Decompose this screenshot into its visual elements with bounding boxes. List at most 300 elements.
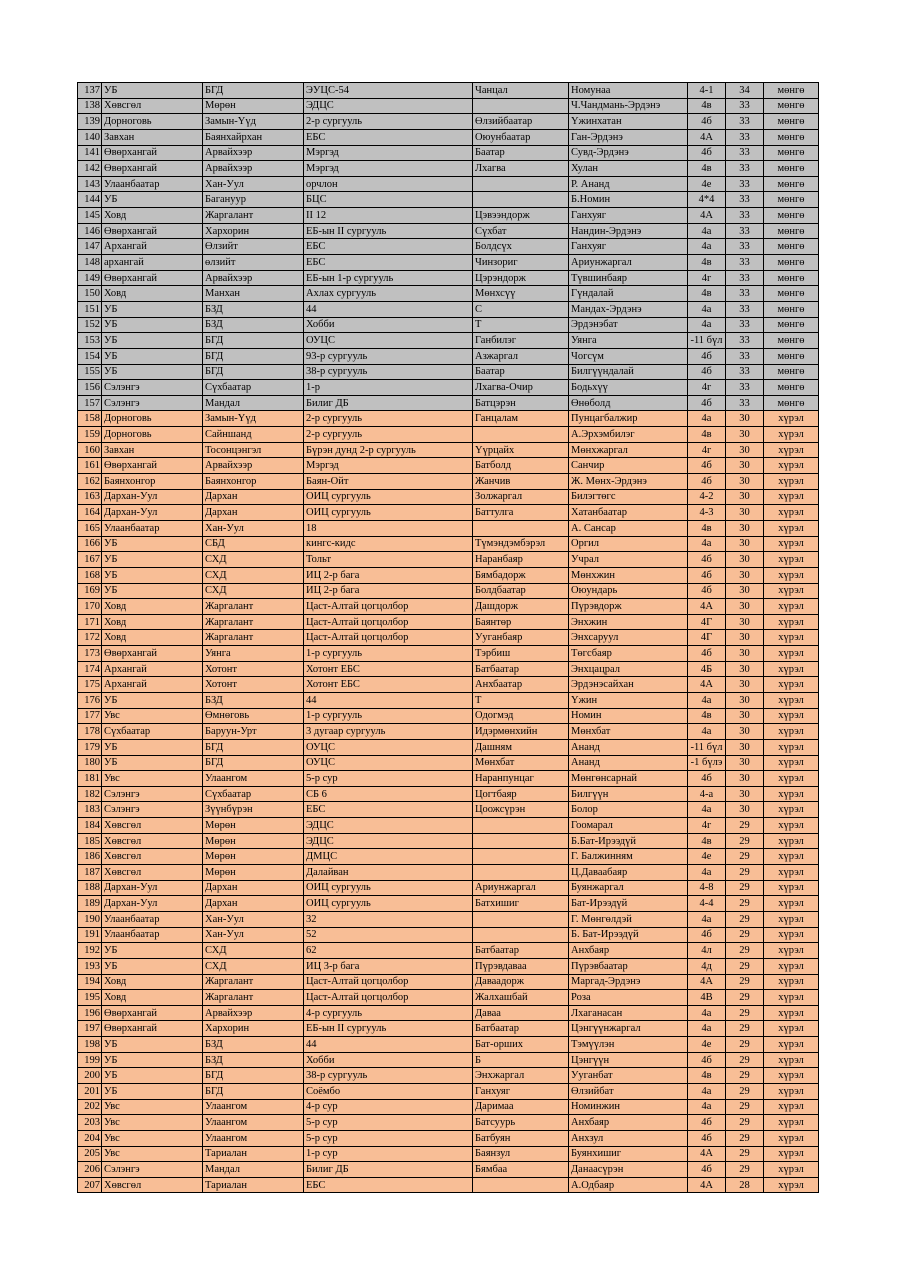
medal-cell: хүрэл [764,724,819,740]
medal-cell: мөнгө [764,145,819,161]
province-cell: Ховд [102,990,203,1006]
student-cell: Ууганбат [569,1068,688,1084]
table-row [78,943,819,959]
district-cell: БГД [203,1084,304,1100]
teacher-cell: Дашдорж [473,599,569,615]
province-cell: УБ [102,1084,203,1100]
row-number: 201 [78,1084,102,1100]
province-cell: Дархан-Уул [102,880,203,896]
school-cell: ОУЦС [304,755,473,771]
grade-cell: 4а [688,1099,726,1115]
medal-cell: хүрэл [764,520,819,536]
student-cell: Энхсаруул [569,630,688,646]
row-number: 150 [78,286,102,302]
medal-cell: хүрэл [764,958,819,974]
school-cell: 2-р сургууль [304,411,473,427]
grade-cell: 4В [688,990,726,1006]
medal-cell: хүрэл [764,990,819,1006]
school-cell: Цаст-Алтай цогцолбор [304,599,473,615]
school-cell: Соёмбо [304,1084,473,1100]
row-number: 146 [78,223,102,239]
medal-cell: хүрэл [764,583,819,599]
table-row [78,520,819,536]
district-cell: Мөрөн [203,818,304,834]
score-cell: 29 [726,833,764,849]
row-number: 193 [78,958,102,974]
student-cell: Пунцагбалжир [569,411,688,427]
teacher-cell: Баянтөр [473,614,569,630]
teacher-cell: Бат-орших [473,1037,569,1053]
teacher-cell: Өлзийбаатар [473,114,569,130]
medal-cell: хүрэл [764,1162,819,1178]
grade-cell: 4в [688,708,726,724]
medal-cell: хүрэл [764,599,819,615]
table-row [78,739,819,755]
medal-cell: мөнгө [764,270,819,286]
medal-cell: мөнгө [764,395,819,411]
school-cell: Бүрэн дунд 2-р сургууль [304,442,473,458]
district-cell: Жаргалант [203,599,304,615]
district-cell: Зүүнбүрэн [203,802,304,818]
grade-cell: -11 бүл [688,333,726,349]
province-cell: Улаанбаатар [102,176,203,192]
student-cell: Билгүүн [569,786,688,802]
row-number: 188 [78,880,102,896]
row-number: 164 [78,505,102,521]
student-cell: Ж. Мөнх-Эрдэнэ [569,474,688,490]
student-cell: Б.Номин [569,192,688,208]
district-cell: Баянхайрхан [203,129,304,145]
row-number: 142 [78,161,102,177]
grade-cell: 4б [688,1115,726,1131]
table-row [78,83,819,99]
district-cell: Арвайхээр [203,145,304,161]
table-row [78,1130,819,1146]
teacher-cell: Бямбаа [473,1162,569,1178]
student-cell: А.Одбаяр [569,1177,688,1193]
score-cell: 29 [726,849,764,865]
medal-cell: хүрэл [764,880,819,896]
row-number: 176 [78,692,102,708]
student-cell: Ганхуяг [569,239,688,255]
school-cell: 5-р сур [304,771,473,787]
row-number: 205 [78,1146,102,1162]
row-number: 170 [78,599,102,615]
province-cell: Ховд [102,614,203,630]
province-cell: Сэлэнгэ [102,395,203,411]
province-cell: Өвөрхангай [102,161,203,177]
table-row [78,802,819,818]
student-cell: Эрдэнэбат [569,317,688,333]
score-cell: 30 [726,802,764,818]
table-row [78,255,819,271]
score-cell: 30 [726,458,764,474]
school-cell: 38-р сургууль [304,364,473,380]
school-cell: ДМЦС [304,849,473,865]
score-cell: 33 [726,301,764,317]
teacher-cell: Пүрэвдаваа [473,958,569,974]
province-cell: архангай [102,255,203,271]
table-row [78,849,819,865]
district-cell: Замын-Үүд [203,114,304,130]
row-number: 190 [78,911,102,927]
district-cell: СХД [203,583,304,599]
district-cell: БЗД [203,301,304,317]
row-number: 143 [78,176,102,192]
student-cell: Өлзийбат [569,1084,688,1100]
district-cell: Баруун-Урт [203,724,304,740]
row-number: 202 [78,1099,102,1115]
row-number: 172 [78,630,102,646]
school-cell: Хобби [304,317,473,333]
district-cell: БГД [203,1068,304,1084]
school-cell: 52 [304,927,473,943]
school-cell: 2-р сургууль [304,114,473,130]
student-cell: А.Эрхэмбилэг [569,427,688,443]
district-cell: Хотонт [203,661,304,677]
medal-cell: хүрэл [764,630,819,646]
student-cell: Хатанбаатар [569,505,688,521]
school-cell: Билиг ДБ [304,395,473,411]
district-cell: Улаангом [203,1099,304,1115]
district-cell: Дархан [203,489,304,505]
table-row [78,583,819,599]
score-cell: 30 [726,489,764,505]
score-cell: 30 [726,755,764,771]
province-cell: Дорноговь [102,114,203,130]
score-cell: 30 [726,646,764,662]
student-cell: Буянжаргал [569,880,688,896]
row-number: 163 [78,489,102,505]
table-row [78,614,819,630]
row-number: 168 [78,567,102,583]
grade-cell: 4-а [688,786,726,802]
student-cell: Гүндалай [569,286,688,302]
score-cell: 33 [726,114,764,130]
row-number: 180 [78,755,102,771]
district-cell: БЗД [203,1037,304,1053]
province-cell: Хөвсгөл [102,1177,203,1193]
district-cell: БЗД [203,317,304,333]
teacher-cell: Жалхашбай [473,990,569,1006]
teacher-cell [473,520,569,536]
province-cell: УБ [102,692,203,708]
table-row [78,239,819,255]
grade-cell: 4б [688,458,726,474]
grade-cell: 4б [688,348,726,364]
teacher-cell: Мөнхсүү [473,286,569,302]
student-cell: Ганхуяг [569,208,688,224]
district-cell: Жаргалант [203,208,304,224]
district-cell: Тосонцэнгэл [203,442,304,458]
student-cell: Ц.Даваабаяр [569,865,688,881]
table-row [78,176,819,192]
grade-cell: 4б [688,1052,726,1068]
grade-cell: 4б [688,552,726,568]
school-cell: ЕБС [304,239,473,255]
medal-cell: хүрэл [764,1068,819,1084]
student-cell: Пүрэвдорж [569,599,688,615]
district-cell: Хархорин [203,1021,304,1037]
school-cell: 1-р сургууль [304,646,473,662]
table-row [78,489,819,505]
score-cell: 30 [726,427,764,443]
score-cell: 33 [726,192,764,208]
row-number: 191 [78,927,102,943]
school-cell: ОУЦС [304,333,473,349]
grade-cell: 4б [688,364,726,380]
grade-cell: 4б [688,1130,726,1146]
province-cell: УБ [102,364,203,380]
grade-cell: 4в [688,286,726,302]
medal-cell: хүрэл [764,677,819,693]
province-cell: УБ [102,1037,203,1053]
row-number: 175 [78,677,102,693]
row-number: 199 [78,1052,102,1068]
province-cell: Өвөрхангай [102,646,203,662]
school-cell: Цаст-Алтай цогцолбор [304,990,473,1006]
grade-cell: 4А [688,677,726,693]
province-cell: Ховд [102,286,203,302]
district-cell: Мөрөн [203,833,304,849]
grade-cell: 4а [688,911,726,927]
table-row [78,771,819,787]
district-cell: БГД [203,755,304,771]
medal-cell: хүрэл [764,474,819,490]
row-number: 165 [78,520,102,536]
province-cell: Сэлэнгэ [102,1162,203,1178]
grade-cell: 4е [688,849,726,865]
province-cell: УБ [102,301,203,317]
school-cell: 38-р сургууль [304,1068,473,1084]
table-row [78,411,819,427]
teacher-cell: Үүрцайх [473,442,569,458]
medal-cell: мөнгө [764,176,819,192]
row-number: 141 [78,145,102,161]
grade-cell: 4в [688,255,726,271]
teacher-cell: Идэрмөнхийн [473,724,569,740]
medal-cell: хүрэл [764,1115,819,1131]
row-number: 148 [78,255,102,271]
district-cell: Хотонт [203,677,304,693]
medal-cell: хүрэл [764,661,819,677]
student-cell: Мөнхжин [569,567,688,583]
teacher-cell [473,849,569,865]
grade-cell: 4в [688,98,726,114]
table-row [78,1146,819,1162]
score-cell: 30 [726,692,764,708]
school-cell: Хотонт ЕБС [304,661,473,677]
teacher-cell: Баатар [473,364,569,380]
score-cell: 30 [726,536,764,552]
teacher-cell: Цогтбаяр [473,786,569,802]
province-cell: Архангай [102,661,203,677]
grade-cell: 4-4 [688,896,726,912]
grade-cell: 4в [688,427,726,443]
student-cell: Энхжин [569,614,688,630]
student-cell: Үжин [569,692,688,708]
score-cell: 33 [726,255,764,271]
medal-cell: хүрэл [764,849,819,865]
teacher-cell: Баянзул [473,1146,569,1162]
row-number: 152 [78,317,102,333]
medal-cell: хүрэл [764,755,819,771]
score-cell: 33 [726,380,764,396]
district-cell: Жаргалант [203,614,304,630]
table-row [78,223,819,239]
teacher-cell: Т [473,692,569,708]
row-number: 178 [78,724,102,740]
district-cell: Арвайхээр [203,270,304,286]
province-cell: Архангай [102,677,203,693]
grade-cell: 4а [688,724,726,740]
grade-cell: 4б [688,646,726,662]
province-cell: Дархан-Уул [102,489,203,505]
teacher-cell: Цоожсүрэн [473,802,569,818]
school-cell: Баян-Ойт [304,474,473,490]
table-row [78,708,819,724]
district-cell: Улаангом [203,1115,304,1131]
score-cell: 33 [726,286,764,302]
table-row [78,380,819,396]
grade-cell: 4г [688,380,726,396]
teacher-cell [473,427,569,443]
row-number: 196 [78,1005,102,1021]
grade-cell: 4-1 [688,83,726,99]
district-cell: Хан-Уул [203,911,304,927]
row-number: 183 [78,802,102,818]
medal-cell: хүрэл [764,927,819,943]
teacher-cell: Даваа [473,1005,569,1021]
school-cell: Хотонт ЕБС [304,677,473,693]
grade-cell: 4а [688,692,726,708]
score-cell: 29 [726,943,764,959]
row-number: 154 [78,348,102,364]
row-number: 194 [78,974,102,990]
score-cell: 29 [726,818,764,834]
grade-cell: 4а [688,865,726,881]
row-number: 204 [78,1130,102,1146]
medal-cell: мөнгө [764,208,819,224]
province-cell: УБ [102,1068,203,1084]
score-cell: 30 [726,599,764,615]
score-cell: 33 [726,208,764,224]
school-cell: 62 [304,943,473,959]
score-cell: 30 [726,677,764,693]
school-cell: ОУЦС [304,739,473,755]
table-row [78,724,819,740]
score-cell: 29 [726,1084,764,1100]
score-cell: 30 [726,771,764,787]
grade-cell: 4б [688,1162,726,1178]
student-cell: Роза [569,990,688,1006]
table-row [78,1162,819,1178]
student-cell: Гоомарал [569,818,688,834]
grade-cell: 4б [688,395,726,411]
teacher-cell: Ганцалам [473,411,569,427]
student-cell: Нандин-Эрдэнэ [569,223,688,239]
school-cell: 93-р сургууль [304,348,473,364]
row-number: 151 [78,301,102,317]
school-cell: 3 дугаар сургууль [304,724,473,740]
teacher-cell: Батбуян [473,1130,569,1146]
school-cell: Далайван [304,865,473,881]
score-cell: 30 [726,724,764,740]
grade-cell: 4е [688,176,726,192]
school-cell: 5-р сур [304,1130,473,1146]
medal-cell: мөнгө [764,114,819,130]
province-cell: Ховд [102,630,203,646]
score-cell: 34 [726,83,764,99]
table-row [78,161,819,177]
medal-cell: хүрэл [764,802,819,818]
table-row [78,270,819,286]
teacher-cell [473,192,569,208]
province-cell: Улаанбаатар [102,911,203,927]
score-cell: 29 [726,1099,764,1115]
table-row [78,458,819,474]
score-cell: 33 [726,364,764,380]
score-cell: 30 [726,411,764,427]
grade-cell: 4А [688,974,726,990]
teacher-cell: Азжаргал [473,348,569,364]
school-cell: 18 [304,520,473,536]
district-cell: БГД [203,333,304,349]
score-cell: 30 [726,474,764,490]
teacher-cell: Б [473,1052,569,1068]
teacher-cell [473,98,569,114]
table-row [78,865,819,881]
table-row [78,786,819,802]
province-cell: Увс [102,708,203,724]
medal-cell: хүрэл [764,818,819,834]
district-cell: Багануур [203,192,304,208]
table-row [78,474,819,490]
medal-cell: хүрэл [764,833,819,849]
school-cell: 44 [304,1037,473,1053]
school-cell: 4-р сур [304,1099,473,1115]
district-cell: БЗД [203,1052,304,1068]
grade-cell: 4а [688,223,726,239]
row-number: 181 [78,771,102,787]
school-cell: Ахлах сургууль [304,286,473,302]
score-cell: 33 [726,145,764,161]
score-cell: 29 [726,1115,764,1131]
grade-cell: 4д [688,958,726,974]
school-cell: 1-р сургууль [304,708,473,724]
student-cell: Эрдэнэсайхан [569,677,688,693]
province-cell: Сэлэнгэ [102,786,203,802]
teacher-cell: Ууганбаяр [473,630,569,646]
province-cell: УБ [102,739,203,755]
medal-cell: хүрэл [764,708,819,724]
school-cell: ЭДЦС [304,833,473,849]
district-cell: Манхан [203,286,304,302]
province-cell: Хөвсгөл [102,98,203,114]
table-row [78,599,819,615]
student-cell: Буянхишиг [569,1146,688,1162]
score-cell: 30 [726,505,764,521]
score-cell: 29 [726,1005,764,1021]
grade-cell: 4е [688,1037,726,1053]
teacher-cell: Т [473,317,569,333]
teacher-cell: Лхагва [473,161,569,177]
student-cell: Оргил [569,536,688,552]
district-cell: Хархорин [203,223,304,239]
school-cell: ИЦ 2-р бага [304,583,473,599]
row-number: 185 [78,833,102,849]
school-cell: 32 [304,911,473,927]
